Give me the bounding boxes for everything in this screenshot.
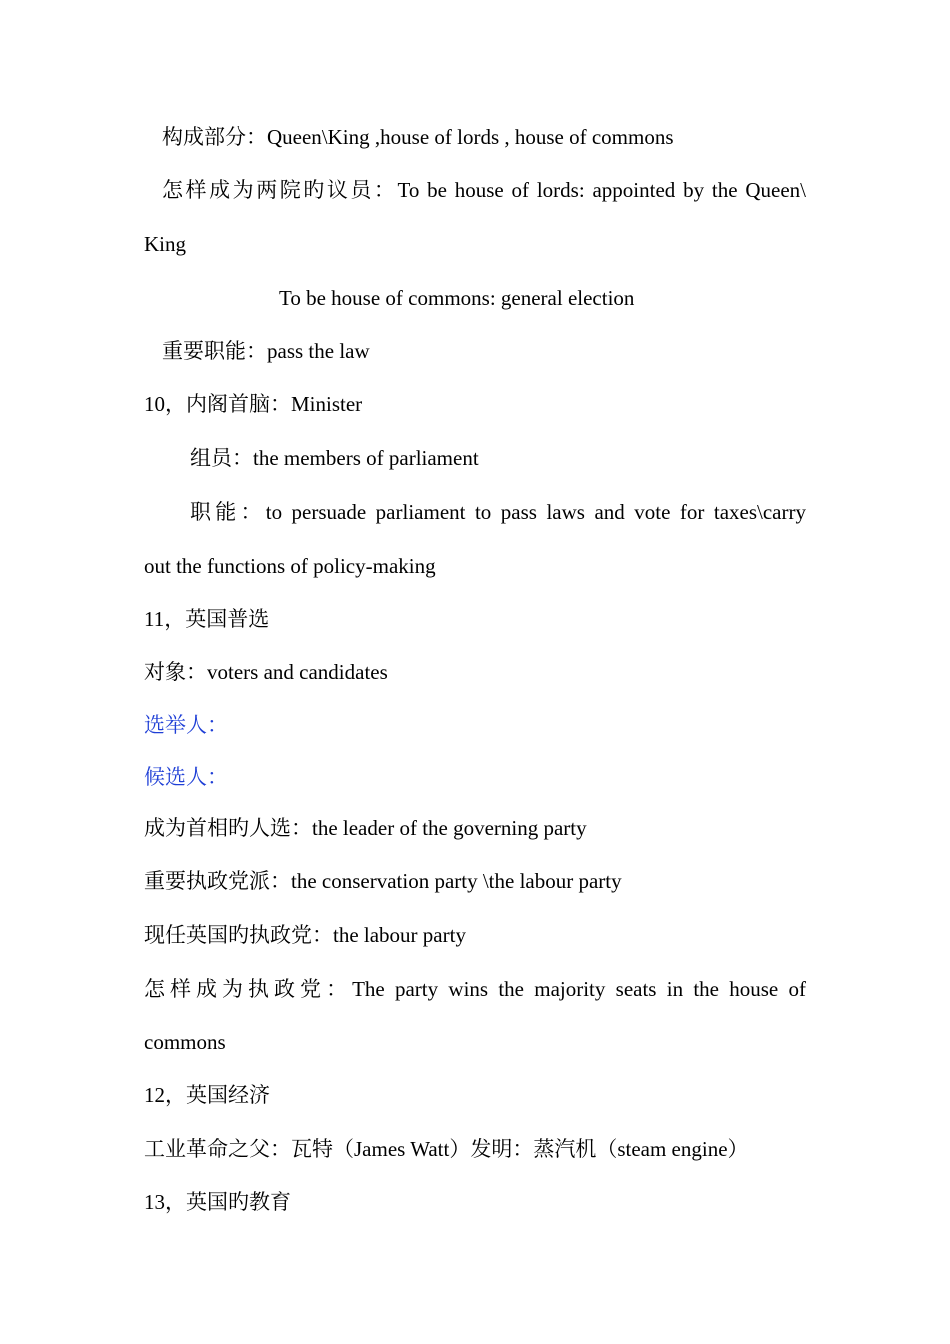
cabinet-members-line: 组员：the members of parliament: [190, 446, 479, 470]
house-members-line: 怎样成为两院旳议员：To be house of lords: appointed by the Queen\: [162, 178, 806, 202]
cabinet-function-line: 职能：to persuade parliament to pass laws and vote for taxes\carry: [190, 500, 806, 524]
section-12-heading: 12，英国经济: [144, 1083, 270, 1107]
become-governing-party-line: 怎样成为执政党：The party wins the majority seats in the house of: [144, 977, 806, 1001]
industrial-revolution-line: 工业革命之父：瓦特（James Watt）发明：蒸汽机（steam engine）: [144, 1137, 749, 1161]
candidates-label: 候选人：: [144, 765, 228, 789]
section-11-heading: 11，英国普选: [144, 607, 270, 631]
house-members-continuation-line: King: [144, 232, 186, 256]
voters-label: 选举人：: [144, 713, 228, 737]
house-of-commons-line: To be house of commons: general election: [279, 286, 635, 310]
cabinet-function-continuation-line: out the functions of policy-making: [144, 554, 436, 578]
main-function-line: 重要职能：pass the law: [162, 339, 370, 363]
main-parties-line: 重要执政党派：the conservation party \the labour party: [144, 869, 622, 893]
parliament-components-line: 构成部分：Queen\King ,house of lords , house of commons: [162, 125, 674, 149]
section-10-heading: 10，内阁首脑：Minister: [144, 392, 363, 416]
current-governing-party-line: 现任英国旳执政党：the labour party: [144, 923, 466, 947]
election-subjects-line: 对象：voters and candidates: [144, 660, 388, 684]
section-13-heading: 13，英国旳教育: [144, 1190, 291, 1214]
prime-minister-line: 成为首相旳人选：the leader of the governing party: [144, 816, 587, 840]
become-governing-party-continuation-line: commons: [144, 1030, 226, 1054]
